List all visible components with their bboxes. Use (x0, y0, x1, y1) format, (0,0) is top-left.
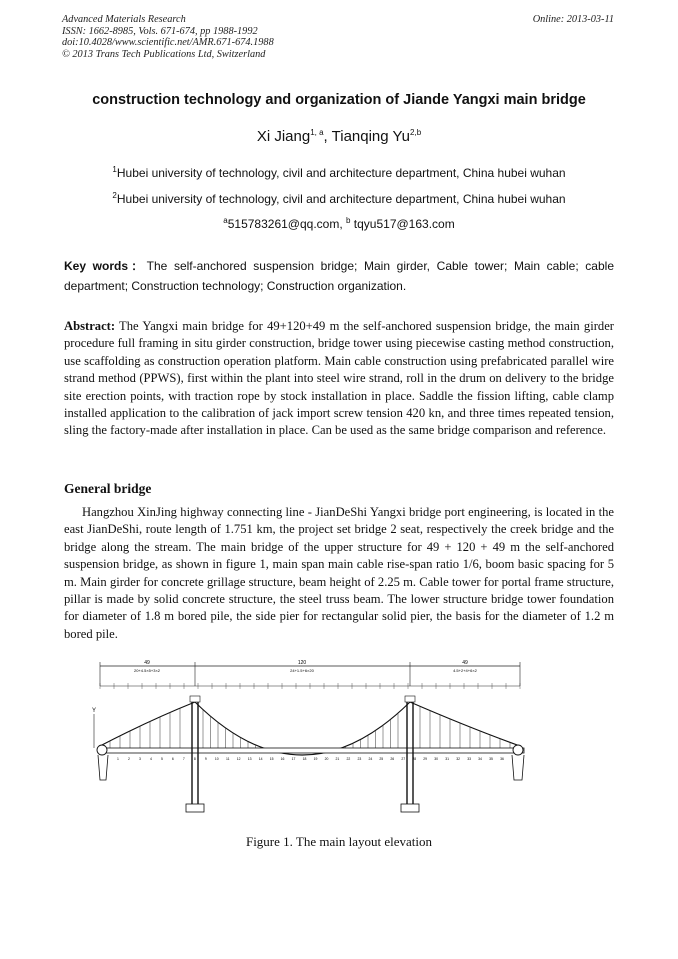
author-line (0, 128, 678, 145)
author-separator: , (323, 128, 332, 145)
span-sublabel: 20+4.5×5+3×2 (133, 668, 161, 673)
email-marker: b (346, 216, 351, 225)
hanger-number: 36 (500, 757, 504, 761)
hanger-number: 16 (280, 757, 285, 761)
journal-issn: ISSN: 1662-8985, Vols. 671-674, pp 1988-1992 (62, 25, 258, 37)
affiliation (0, 192, 678, 206)
hanger-number: 23 (357, 757, 362, 761)
journal-name: Advanced Materials Research (62, 14, 186, 25)
journal-copyright: © 2013 Trans Tech Publications Ltd, Switzerland (62, 48, 266, 60)
hanger-number: 14 (258, 757, 263, 761)
abstract (64, 318, 614, 440)
affiliation-text: Hubei university of technology, civil and architecture department, China hubei wuhan (116, 192, 566, 206)
hanger-number: 8 (193, 757, 196, 761)
affiliation-text: Hubei university of technology, civil and architecture department, China hubei wuhan (116, 166, 566, 180)
hanger-number: 7 (182, 757, 185, 761)
hanger-number: 10 (214, 757, 219, 761)
figure-caption: Figure 1. The main layout elevation (245, 834, 433, 849)
hanger-number: 21 (335, 757, 340, 761)
email-address[interactable]: tqyu517@163.com (350, 217, 455, 231)
journal-doi[interactable]: doi:10.4028/www.scientific.net/AMR.671-674.1988 (62, 37, 274, 48)
hanger-number: 26 (390, 757, 395, 761)
abstract-text: The Yangxi main bridge for 49+120+49 m the self-anchored suspension bridge, the main girder procedure full framing in situ girder construction, bridge tower using piecewise casting method construction, use scaffolding as construction operation platform. Main cable construction using prefabricated parallel wire strand method (PPWS), first within the plant into steel wire strand, roll in the drum on delivery to the bridge site erection points, with traction rope by stock installation in place. Saddle the fission lifting, cable clamp installed application to the calibration of jack import screw tension 420 kn, and three times repeated tension, sling the factory-made after installation in place. Can be used as the same bridge comparison and reference. (64, 319, 614, 438)
hanger-number: 28 (412, 757, 417, 761)
hanger-number: 35 (489, 757, 493, 761)
hanger-number: 11 (225, 757, 230, 761)
hanger-number: 3 (138, 757, 141, 761)
journal-header (62, 14, 274, 60)
section-paragraph: Hangzhou XinJing highway connecting line - JianDeShi Yangxi bridge port engineering, is located in the east JianDeShi, route length of 1.751 km, the project set bridge 2 seat, respectively the creek bridge and the bridge along the stream. The main bridge of the upper structure for 49 + 120 + 49 m the self-anchored suspension bridge, as shown in figure 1, main span main cable rise-span ratio 1/6, boom basic spacing for 5 m. Main girder for concrete grillage structure, beam height of 2.25 m. Cable tower for portal frame structure, pillar is made by solid concrete structure, the steel truss beam. The lower structure bridge tower foundation for diameter of 1.8 m bored pile, the side pier for rectangular solid pier, the basis for the diameter of 1.2 m bored pile. (64, 505, 614, 641)
hanger-number: 32 (456, 757, 461, 761)
tower-right (401, 696, 419, 812)
hanger-number: 4 (149, 757, 152, 761)
hanger-number: 2 (128, 757, 130, 761)
hanger-number: 13 (247, 757, 252, 761)
author-name: Xi Jiang (256, 128, 311, 145)
bridge-elevation-figure (90, 658, 590, 820)
span-label: 120 (297, 660, 307, 666)
hanger-number: 31 (445, 757, 450, 761)
hanger-number: 18 (302, 757, 307, 761)
section-heading: General bridge (64, 481, 152, 496)
span-sublabel: 4.5+2+4+6×2 (453, 668, 477, 673)
hanger-number: 12 (236, 757, 241, 761)
author-name: Tianqing Yu (331, 128, 411, 145)
span-sublabel: 24+1.5+6×20 (290, 668, 314, 673)
email-address[interactable]: 515783261@qq.com, (227, 217, 346, 231)
axis-label: Y (92, 708, 97, 714)
author-affiliation-marker: 1, a (310, 128, 324, 137)
affiliation-marker: 1 (112, 165, 117, 174)
affiliation (0, 166, 678, 180)
keywords (64, 256, 614, 296)
hanger-number: 27 (401, 757, 406, 761)
affiliation-marker: 2 (112, 191, 117, 200)
span-label: 49 (144, 660, 150, 666)
span-label: 49 (462, 660, 468, 666)
hanger-number: 19 (313, 757, 318, 761)
online-date: Online: 2013-03-11 (532, 14, 614, 25)
anchor-right (512, 745, 524, 780)
main-cable (100, 702, 520, 755)
author-affiliation-marker: 2,b (410, 128, 422, 137)
tower-left (186, 696, 204, 812)
hanger-number: 25 (379, 757, 384, 761)
email-line (0, 217, 678, 231)
hanger-number: 22 (346, 757, 351, 761)
anchor-left (97, 745, 108, 780)
hanger-number: 30 (434, 757, 439, 761)
hanger-number: 24 (368, 757, 373, 761)
hanger-number: 34 (478, 757, 482, 761)
hanger-number: 15 (269, 757, 274, 761)
hanger-number: 17 (291, 757, 296, 761)
email-marker: a (223, 216, 228, 225)
abstract-label: Abstract: (64, 319, 116, 333)
hanger-number: 33 (467, 757, 471, 761)
paper-title: construction technology and organization of Jiande Yangxi main bridge (92, 92, 586, 108)
hanger-number-group (117, 757, 504, 761)
hanger-number: 5 (160, 757, 163, 761)
hanger-number: 20 (324, 757, 329, 761)
hanger-number: 9 (204, 757, 207, 761)
keywords-label: Key words： (64, 259, 147, 273)
keywords-text: The self-anchored suspension bridge; Main girder, Cable tower; Main cable; cable department; Construction technology; Construction organization. (64, 259, 614, 293)
hanger-number: 29 (423, 757, 428, 761)
hanger-number: 1 (117, 757, 119, 761)
hanger-number: 6 (171, 757, 174, 761)
bridge-deck (98, 748, 524, 753)
hanger-group (110, 706, 510, 748)
